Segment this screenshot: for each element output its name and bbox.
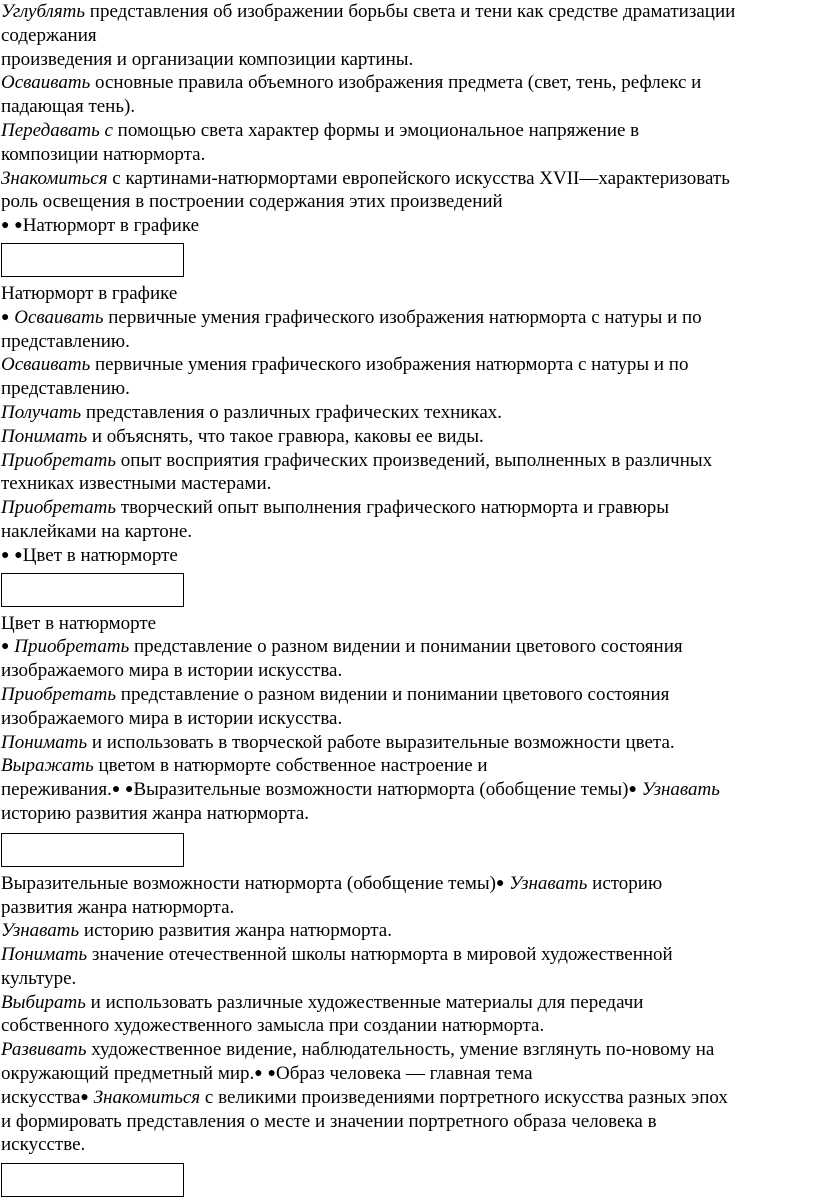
- empty-box: [1, 1163, 184, 1197]
- line-text: представление о разном видении и понимании цветового состояния: [116, 683, 670, 705]
- section-heading-line: [1, 872, 813, 896]
- verb-italic: Знакомиться: [93, 1086, 201, 1108]
- text-line: культуре.: [1, 967, 77, 989]
- bullet-icon: ●: [14, 218, 23, 234]
- line-text: представления об изображении борьбы света и тени как средстве драматизации: [85, 1, 736, 22]
- bullet-icon: ●: [14, 547, 23, 563]
- text-line: собственного художественного замысла при создании натюрморта.: [1, 1015, 545, 1037]
- line-text: цветом в натюрморте собственное настроение и: [93, 755, 488, 777]
- text-line: [1, 635, 813, 659]
- line-text: и использовать различные художественные материалы для передачи: [85, 991, 644, 1013]
- text-line: [1, 683, 813, 707]
- section-title: Образ человека — главная тема: [275, 1063, 533, 1085]
- line-text: основные правила объемного изображения предмета (свет, тень, рефлекс и: [90, 72, 702, 94]
- bullet-icon: ●: [267, 1066, 276, 1082]
- verb-italic: Узнавать: [1, 920, 80, 942]
- verb-italic: Передавать с: [1, 119, 113, 141]
- line-text: и объяснять, что такое гравюра, каковы ее виды.: [87, 425, 484, 447]
- text-line: [1, 449, 813, 473]
- line-text: окружающий предметный мир.: [1, 1063, 255, 1085]
- verb-italic: Выражать: [1, 755, 94, 777]
- text-line: [1, 496, 813, 520]
- section-heading-line: [1, 214, 813, 238]
- verb-italic: Осваивать: [1, 72, 91, 94]
- text-line: [1, 401, 813, 425]
- text-line: произведения и организации композиции картины.: [1, 48, 414, 70]
- text-line: [1, 778, 813, 802]
- bullet-icon: ●: [125, 782, 134, 798]
- verb-italic: Получать: [1, 401, 82, 423]
- line-text: представления о различных графических техниках.: [81, 401, 503, 423]
- text-line: [1, 754, 813, 778]
- text-line: падающая тень).: [1, 96, 136, 118]
- verb-italic: Узнавать: [641, 779, 720, 801]
- verb-italic: Понимать: [1, 425, 88, 447]
- bullet-icon: ●: [628, 782, 637, 798]
- empty-box: [1, 833, 184, 867]
- text-line: представлению.: [1, 330, 130, 352]
- text-line: [1, 425, 813, 449]
- verb-italic: Приобретать: [1, 683, 117, 705]
- line-text: первичные умения графического изображения натюрморта с натуры и по: [90, 354, 689, 376]
- text-line: и формировать представления о месте и значении портретного образа человека в: [1, 1110, 657, 1132]
- text-line: [1, 991, 813, 1015]
- text-line: изображаемого мира в истории искусства.: [1, 660, 343, 682]
- section-title: искусства: [1, 1086, 81, 1108]
- verb-italic: Узнавать: [509, 872, 588, 894]
- text-line: историю развития жанра натюрморта.: [1, 802, 310, 824]
- bullet-icon: ●: [1, 218, 10, 234]
- line-text: первичные умения графического изображения натюрморта с натуры и по: [103, 306, 702, 328]
- text-line: [1, 943, 813, 967]
- bullet-icon: ●: [1, 309, 10, 325]
- line-text: помощью света характер формы и эмоциональное напряжение в: [112, 119, 640, 141]
- section-title: Цвет в натюрморте: [22, 544, 178, 566]
- verb-italic: Углублять: [1, 1, 86, 22]
- bullet-icon: ●: [80, 1089, 89, 1105]
- text-line: [1, 119, 813, 143]
- text-line: искусстве.: [1, 1134, 86, 1156]
- text-line: представлению.: [1, 378, 130, 400]
- line-text: историю развития жанра натюрморта.: [79, 920, 392, 942]
- text-line: содержания: [1, 24, 97, 46]
- text-line: [1, 0, 813, 24]
- bullet-icon: ●: [254, 1066, 263, 1082]
- text-line: [1, 167, 813, 191]
- verb-italic: Приобретать: [1, 497, 117, 519]
- line-text: и использовать в творческой работе выразительные возможности цвета.: [87, 731, 675, 753]
- section-heading: Цвет в натюрморте: [1, 612, 157, 634]
- line-text: с великими произведениями портретного искусства разных эпох: [200, 1086, 728, 1108]
- line-text: опыт восприятия графических произведений, выполненных в различных: [116, 449, 713, 471]
- text-line: [1, 1062, 813, 1086]
- text-line: композиции натюрморта.: [1, 143, 206, 165]
- text-line: [1, 71, 813, 95]
- text-line: [1, 306, 813, 330]
- line-text: представление о разном видении и понимании цветового состояния: [129, 636, 683, 658]
- line-text: творческий опыт выполнения графического натюрморта и гравюры: [116, 497, 670, 519]
- line-text: переживания.: [1, 779, 112, 801]
- text-line: [1, 731, 813, 755]
- text-line: [1, 1086, 813, 1110]
- verb-italic: Понимать: [1, 731, 88, 753]
- verb-italic: Осваивать: [14, 306, 104, 328]
- section-title: Натюрморт в графике: [22, 215, 200, 237]
- bullet-icon: ●: [496, 875, 505, 891]
- verb-italic: Развивать: [1, 1039, 87, 1061]
- verb-italic: Выбирать: [1, 991, 86, 1013]
- line-text: историю: [587, 872, 663, 894]
- verb-italic: Приобретать: [1, 449, 117, 471]
- section-heading: Натюрморт в графике: [1, 282, 178, 304]
- line-text: художественное видение, наблюдательность, умение взглянуть по-новому на: [86, 1039, 715, 1061]
- empty-box: [1, 573, 184, 607]
- verb-italic: Приобретать: [14, 636, 130, 658]
- text-line: наклейками на картоне.: [1, 520, 193, 542]
- text-line: [1, 919, 813, 943]
- bullet-icon: ●: [1, 547, 10, 563]
- section-heading-line: [1, 544, 813, 568]
- text-line: [1, 1038, 813, 1062]
- bullet-icon: ●: [1, 639, 10, 655]
- text-line: роль освещения в построении содержания этих произведений: [1, 191, 503, 213]
- line-text: с картинами-натюрмортами европейского искусства XVII—характеризовать: [107, 167, 730, 189]
- verb-italic: Понимать: [1, 944, 88, 966]
- section-title: Выразительные возможности натюрморта (обобщение темы): [133, 779, 629, 801]
- empty-box: [1, 243, 184, 277]
- text-line: [1, 353, 813, 377]
- section-title: Выразительные возможности натюрморта (обобщение темы): [1, 872, 497, 894]
- text-line: развития жанра натюрморта.: [1, 896, 235, 918]
- bullet-icon: ●: [111, 782, 121, 798]
- text-line: техниках известными мастерами.: [1, 473, 272, 495]
- line-text: значение отечественной школы натюрморта в мировой художественной: [87, 944, 673, 966]
- text-line: изображаемого мира в истории искусства.: [1, 707, 343, 729]
- verb-italic: Осваивать: [1, 354, 91, 376]
- verb-italic: Знакомиться: [1, 167, 108, 189]
